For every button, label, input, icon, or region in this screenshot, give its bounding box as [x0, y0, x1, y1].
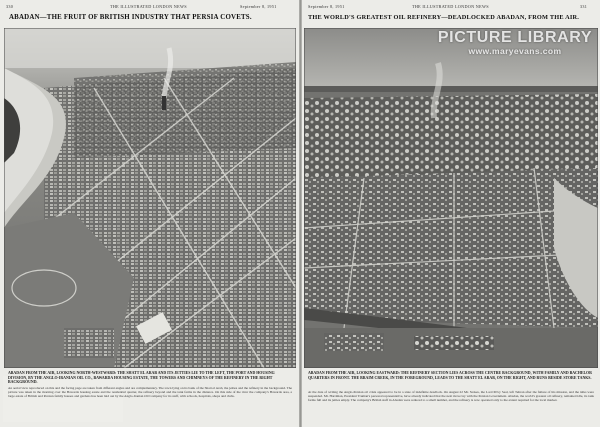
right-aerial-photo	[304, 28, 598, 368]
right-body-column: At the date of writing the Anglo-Persian oil crisis appeared to be in a state of indefinite deadlock. On August 22 Mr. Stokes, the Lord Privy Seal, left Tehran after the failure of his mission, and the talks were suspended. Mr. Harriman, President Truman's personal representative, have already indicated that the next move lay with the Persian Government. Abadan, the world's greatest oil refinery, remained idle, its tank farms full and its jetties empty. The company's British staff in Abadan were reduced to a small number, and the refinery is now operated only to the extent required for the local market.	[308, 390, 594, 403]
left-body-text	[8, 386, 292, 424]
right-caption: ABADAN FROM THE AIR, LOOKING EASTWARD: THE REFINERY SECTION LIES ACROSS THE CENTRE BACKGROUND, WITH FAMILY AND BACHELOR QUARTERS IN FRONT. THE BRAIM CREEK, IN THE FOREGROUND, LEADS TO THE SHATT EL ARAB, ON THE RIGHT, AND RUNS BESIDE STORE TANKS.	[308, 371, 592, 380]
left-page-number: 330	[6, 4, 14, 9]
aerial-photo-abadan-eastward	[304, 28, 598, 368]
picture-library-watermark	[436, 29, 594, 56]
right-page-number: 331	[580, 4, 588, 9]
right-page	[302, 0, 600, 427]
left-body-column: An aerial view reproduced on this and the facing page are taken from different angles and are complementary. The town lying on its bank of the Shatt el Arab, the jetties and the refinery in the background. The picture was taken in the morning over the Bawarda housing estate and the residential quarter, the refinery beyond and the tank farms in the distance. On this side of the river the company's Bawarda area, a large estate of British and Persian family houses and gardens has been laid out by the Anglo-Iranian Oil Company for its staff, with schools, hospitals, shops and clubs.	[8, 386, 292, 399]
right-body-text	[308, 390, 594, 424]
right-date: September 8, 1951	[308, 4, 345, 9]
left-date: September 8, 1951	[240, 4, 277, 9]
left-page	[0, 0, 299, 427]
left-caption: ABADAN FROM THE AIR, LOOKING NORTH-WESTWARD: THE SHATT EL ARAB AND ITS JETTIES LIE TO THE LEFT, THE PORT AND HOUSING DIVISION, BY THE ANGLO-IRANIAN OIL CO., BAWARDA HOUSING ESTATE, THE TOWERS AND CHIMNEYS OF THE REFINERY IN THE RIGHT BACKGROUND.	[8, 371, 275, 385]
right-headline: THE WORLD'S GREATEST OIL REFINERY—DEADLOCKED ABADAN, FROM THE AIR.	[308, 14, 580, 21]
aerial-photo-abadan-northwest	[4, 28, 296, 368]
left-aerial-photo	[4, 28, 296, 368]
watermark-title: PICTURE LIBRARY	[437, 29, 593, 46]
left-masthead: THE ILLUSTRATED LONDON NEWS	[110, 4, 187, 9]
watermark-url: www.maryevans.com	[468, 46, 562, 56]
right-masthead: THE ILLUSTRATED LONDON NEWS	[412, 4, 489, 9]
left-headline: ABADAN—THE FRUIT OF BRITISH INDUSTRY THAT PERSIA COVETS.	[9, 14, 252, 21]
